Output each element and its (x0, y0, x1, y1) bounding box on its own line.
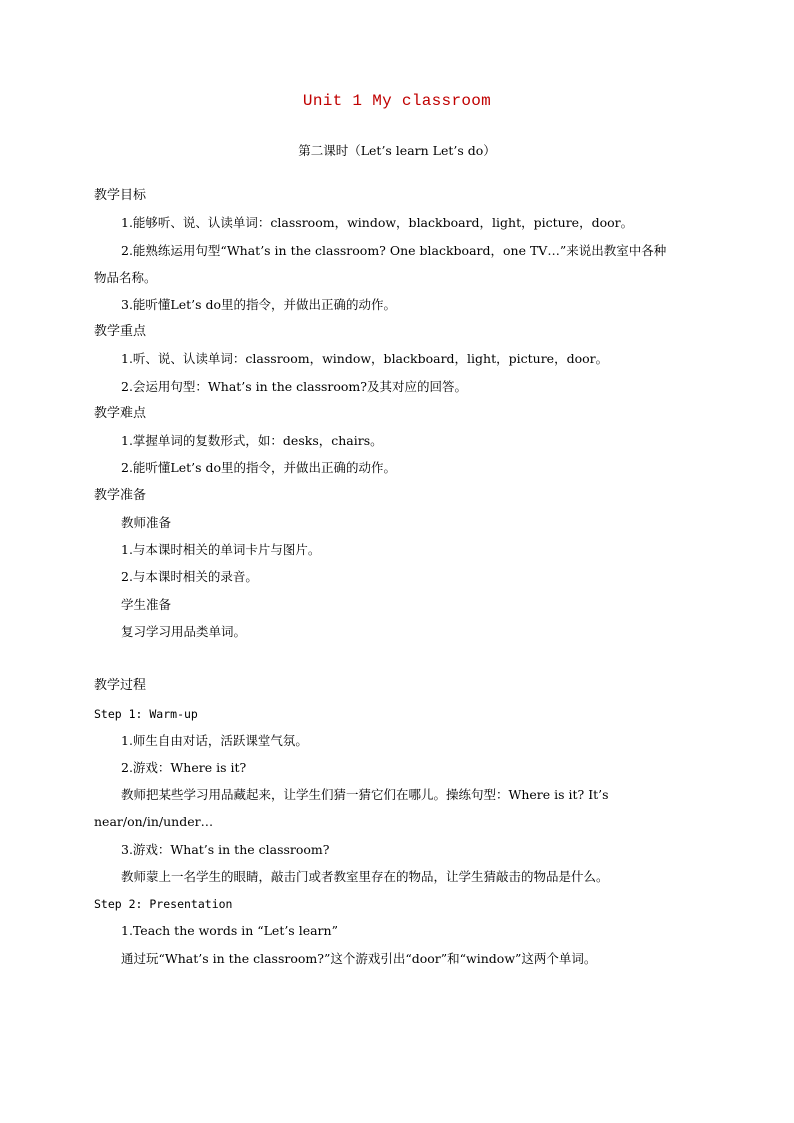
difficulty-item: 2.能听懂Let’s do里的指令，并做出正确的动作。 (121, 460, 397, 475)
process-item: 通过玩“What’s in the classroom?”这个游戏引出“door”和“window”这两个单词。 (121, 951, 597, 966)
key-point-item: 2.会运用句型：What’s in the classroom?及其对应的回答。 (121, 379, 467, 394)
process-item: 3.游戏：What’s in the classroom? (121, 842, 330, 857)
page-title: Unit 1 My classroom (302, 92, 492, 110)
process-item: 2.游戏：Where is it? (121, 760, 247, 775)
process-item: 1.师生自由对话，活跃课堂气氛。 (121, 733, 308, 748)
process-item: 教师把某些学习用品藏起来，让学生们猜一猜它们在哪儿。操练句型：Where is it? It’s (121, 787, 609, 802)
difficulty-item: 1.掌握单词的复数形式，如：desks，chairs。 (121, 433, 383, 448)
section-heading-preparation: 教学准备 (94, 488, 147, 503)
objective-item-continuation: 物品名称。 (94, 270, 157, 285)
prep-item: 复习学习用品类单词。 (121, 624, 247, 639)
process-item: 教师蒙上一名学生的眼睛，敲击门或者教室里存在的物品，让学生猜敲击的物品是什么。 (121, 869, 609, 884)
step-heading: Step 1: Warm-up (94, 707, 198, 721)
section-heading-key-points: 教学重点 (94, 324, 147, 339)
section-heading-objectives: 教学目标 (94, 188, 147, 203)
subheading-student-prep: 学生准备 (121, 597, 172, 612)
prep-item: 1.与本课时相关的单词卡片与图片。 (121, 542, 321, 557)
objective-item: 2.能熟练运用句型“What’s in the classroom? One blackboard，one TV…”来说出教室中各种 (121, 243, 667, 258)
section-heading-process: 教学过程 (94, 678, 147, 693)
section-heading-difficulties: 教学难点 (94, 406, 147, 421)
lesson-subtitle: 第二课时（Let’s learn Let’s do） (298, 143, 496, 158)
objective-item: 1.能够听、说、认读单词：classroom，window，blackboard，light，picture，door。 (121, 215, 634, 230)
process-item-continuation: near/on/in/under… (94, 814, 214, 829)
prep-item: 2.与本课时相关的录音。 (121, 569, 258, 584)
key-point-item: 1.听、说、认读单词：classroom，window，blackboard，light，picture，door。 (121, 351, 609, 366)
subheading-teacher-prep: 教师准备 (121, 515, 172, 530)
objective-item: 3.能听懂Let’s do里的指令，并做出正确的动作。 (121, 297, 397, 312)
process-item: 1.Teach the words in “Let’s learn” (121, 923, 338, 938)
step-heading: Step 2: Presentation (94, 897, 233, 911)
